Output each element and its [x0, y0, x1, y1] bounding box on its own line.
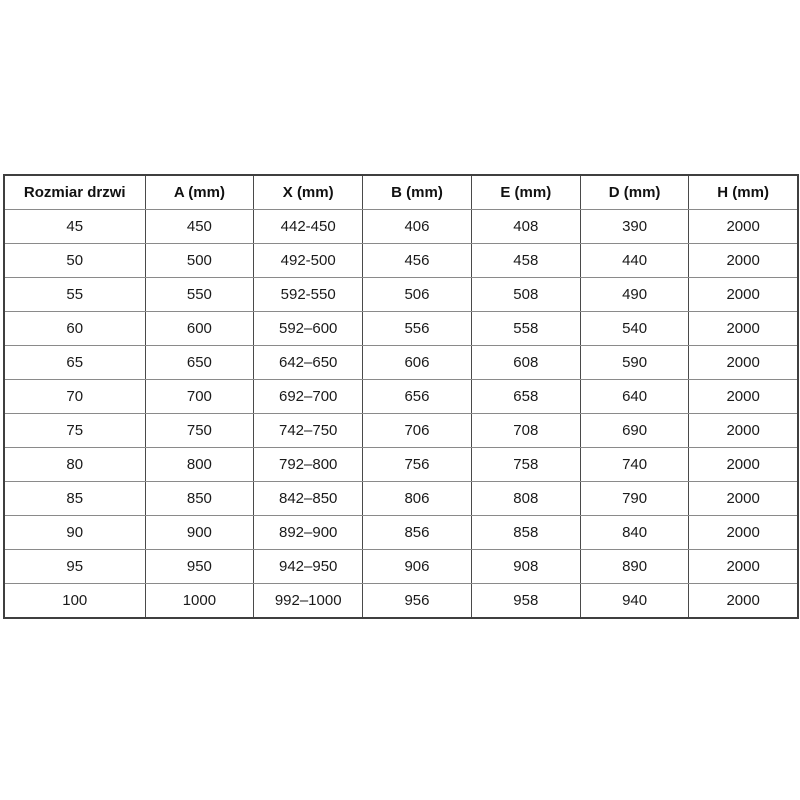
table-cell: 892–900 [254, 516, 363, 550]
table-cell: 800 [145, 448, 254, 482]
door-size-spec-table [3, 174, 799, 619]
table-cell: 500 [145, 244, 254, 278]
table-row [4, 414, 798, 448]
table-cell: 856 [363, 516, 472, 550]
table-cell: 508 [471, 278, 580, 312]
table-body [4, 210, 798, 619]
table-cell: 45 [4, 210, 145, 244]
table-row [4, 448, 798, 482]
table-cell: 490 [580, 278, 689, 312]
table-row [4, 244, 798, 278]
table-row [4, 550, 798, 584]
table-cell: 90 [4, 516, 145, 550]
table-cell: 506 [363, 278, 472, 312]
table-cell: 656 [363, 380, 472, 414]
column-header: A (mm) [145, 175, 254, 210]
table-cell: 55 [4, 278, 145, 312]
table-cell: 2000 [689, 312, 798, 346]
table-cell: 2000 [689, 380, 798, 414]
table-cell: 840 [580, 516, 689, 550]
column-header: Rozmiar drzwi [4, 175, 145, 210]
table-cell: 65 [4, 346, 145, 380]
table-cell: 85 [4, 482, 145, 516]
table-row [4, 346, 798, 380]
table-cell: 540 [580, 312, 689, 346]
table-cell: 75 [4, 414, 145, 448]
table-cell: 80 [4, 448, 145, 482]
table-cell: 95 [4, 550, 145, 584]
table-cell: 1000 [145, 584, 254, 619]
table-cell: 606 [363, 346, 472, 380]
table-header [4, 175, 798, 210]
table-row [4, 516, 798, 550]
table-cell: 2000 [689, 448, 798, 482]
table-cell: 450 [145, 210, 254, 244]
table-cell: 706 [363, 414, 472, 448]
table-cell: 2000 [689, 482, 798, 516]
table-cell: 950 [145, 550, 254, 584]
table-cell: 808 [471, 482, 580, 516]
table-cell: 2000 [689, 210, 798, 244]
table-cell: 2000 [689, 346, 798, 380]
table-cell: 890 [580, 550, 689, 584]
table-cell: 60 [4, 312, 145, 346]
table-cell: 456 [363, 244, 472, 278]
table-cell: 700 [145, 380, 254, 414]
table-cell: 858 [471, 516, 580, 550]
table-cell: 2000 [689, 278, 798, 312]
table-cell: 690 [580, 414, 689, 448]
table-cell: 100 [4, 584, 145, 619]
table-cell: 958 [471, 584, 580, 619]
table-cell: 758 [471, 448, 580, 482]
table-cell: 850 [145, 482, 254, 516]
table-row [4, 312, 798, 346]
table-cell: 790 [580, 482, 689, 516]
table-cell: 558 [471, 312, 580, 346]
table-cell: 756 [363, 448, 472, 482]
column-header: E (mm) [471, 175, 580, 210]
table-cell: 806 [363, 482, 472, 516]
table-cell: 942–950 [254, 550, 363, 584]
table-cell: 708 [471, 414, 580, 448]
column-header: X (mm) [254, 175, 363, 210]
table-cell: 2000 [689, 414, 798, 448]
table-cell: 592-550 [254, 278, 363, 312]
table-cell: 550 [145, 278, 254, 312]
table-cell: 792–800 [254, 448, 363, 482]
table-cell: 692–700 [254, 380, 363, 414]
table-cell: 740 [580, 448, 689, 482]
table-row [4, 482, 798, 516]
table-cell: 658 [471, 380, 580, 414]
table-cell: 492-500 [254, 244, 363, 278]
table-row [4, 584, 798, 619]
table-cell: 900 [145, 516, 254, 550]
table-row [4, 380, 798, 414]
table-cell: 750 [145, 414, 254, 448]
column-header: H (mm) [689, 175, 798, 210]
table-cell: 408 [471, 210, 580, 244]
table-cell: 842–850 [254, 482, 363, 516]
table-cell: 458 [471, 244, 580, 278]
table-row [4, 210, 798, 244]
table-cell: 908 [471, 550, 580, 584]
table-cell: 2000 [689, 550, 798, 584]
column-header: D (mm) [580, 175, 689, 210]
table-cell: 390 [580, 210, 689, 244]
table-cell: 2000 [689, 244, 798, 278]
table-cell: 608 [471, 346, 580, 380]
table-cell: 906 [363, 550, 472, 584]
table-cell: 640 [580, 380, 689, 414]
table-cell: 650 [145, 346, 254, 380]
table-cell: 2000 [689, 584, 798, 619]
table-cell: 956 [363, 584, 472, 619]
table-cell: 50 [4, 244, 145, 278]
table-cell: 556 [363, 312, 472, 346]
table-cell: 940 [580, 584, 689, 619]
table-cell: 592–600 [254, 312, 363, 346]
table-cell: 2000 [689, 516, 798, 550]
table-cell: 590 [580, 346, 689, 380]
table-cell: 70 [4, 380, 145, 414]
table-cell: 642–650 [254, 346, 363, 380]
table-cell: 406 [363, 210, 472, 244]
table-cell: 742–750 [254, 414, 363, 448]
table-cell: 440 [580, 244, 689, 278]
table-cell: 992–1000 [254, 584, 363, 619]
table-row [4, 278, 798, 312]
header-row [4, 175, 798, 210]
column-header: B (mm) [363, 175, 472, 210]
table-cell: 600 [145, 312, 254, 346]
table-cell: 442-450 [254, 210, 363, 244]
